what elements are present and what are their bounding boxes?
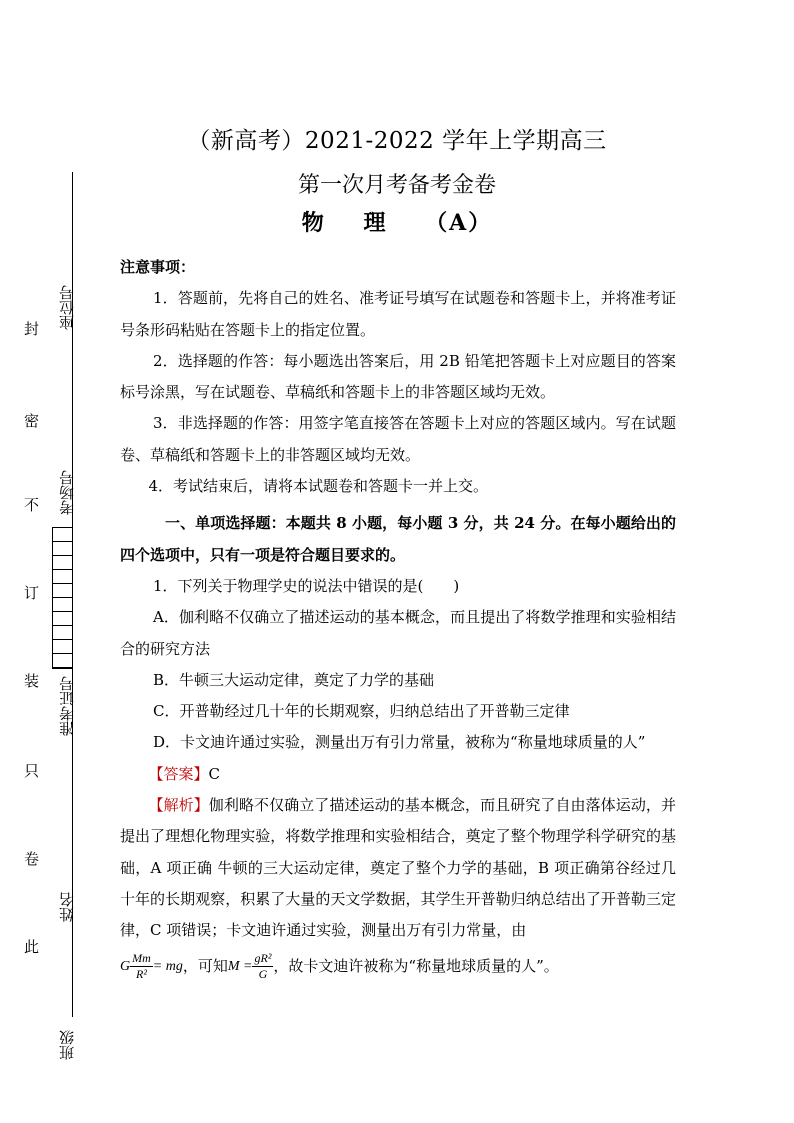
exam-title: （新高考）2021-2022 学年上学期高三 [187,128,607,154]
formula-tail: ，故卡文迪许被称为“称量地球质量的人”。 [273,956,559,975]
option-d: D．卡文迪许通过实验，测量出万有引力常量，被称为“称量地球质量的人” [153,733,646,752]
seal-char: 密 [24,412,40,430]
field-name: 姓名 [58,892,76,922]
notice-item: 3．非选择题的作答：用签字笔直接答在答题卡上对应的答题区域内。写在试题卷、草稿纸和答题卡上的非答题区域均无效。 [120,414,676,464]
fraction-denominator: G [258,967,268,982]
seal-char: 此 [24,938,40,956]
subject-char: 物 [301,210,326,236]
seal-char: 订 [24,584,40,602]
formula-symbol: G [120,958,131,974]
fraction [252,951,273,982]
field-exam-id: 准考证号 [58,676,76,736]
notice-item: 4．考试结束后，请将本试题卷和答题卡一并上交。 [148,477,489,496]
exam-subtitle: 第一次月考备考金卷 [297,173,496,198]
fraction [130,951,153,982]
option-b: B．牛顿三大运动定律，奠定了力学的基础 [153,670,435,689]
field-seat-number: 座位号 [58,285,76,330]
notice-item: 1．答题前，先将自己的姓名、准考证号填写在试题卷和答题卡上，并将准考证号条形码粘贴在答题卡上的指定位置。 [120,289,676,339]
option-a: A．伽利略不仅确立了描述运动的基本概念，而且提出了将数学推理和实验相结合的研究方法 [120,608,676,658]
seal-char: 不 [24,496,40,514]
notice-item: 2．选择题的作答：每小题选出答案后，用 2B 铅笔把答题卡上对应题目的答案标号涂黑，写在试题卷、草稿纸和答题卡上的非答题区域均无效。 [120,351,676,402]
formula-connector: ，可知 [182,956,228,975]
answer-value: C [208,764,220,783]
notice-heading: 注意事项： [120,258,196,276]
formula-lhs: M = [227,958,253,974]
seal-char: 封 [24,320,40,338]
exam-content [120,252,676,982]
subject-version: （A） [425,210,493,236]
fraction-numerator: Mm [132,951,151,966]
formula-rhs: = mg [152,958,183,974]
exam-id-grid [52,527,73,669]
question-stem: 1．下列关于物理学史的说法中错误的是( ) [153,576,460,595]
section-heading: 一、单项选择题：本题共 8 小题，每小题 3 分，共 24 分。在每小题给出的四个选项中，只有一项是符合题目要求的。 [120,514,676,564]
option-c: C．开普勒经过几十年的长期观察，归纳总结出了开普勒三定律 [153,702,570,721]
field-class: 班级 [58,1030,76,1060]
field-exam-room: 考场号 [58,470,76,515]
analysis-paragraph [120,790,676,946]
subject-char: 理 [363,210,388,236]
seal-char: 卷 [24,850,40,868]
answer-tag: 【答案】 [148,764,209,783]
fraction-denominator: R² [135,967,147,982]
fraction-numerator: gR² [254,951,272,966]
formula-line [120,951,676,983]
seal-char: 只 [24,762,40,780]
subject-title [0,206,794,237]
answer-line [120,759,676,790]
analysis-tag: 【解析】 [148,796,209,815]
formula-gravity [120,951,183,982]
seal-char: 装 [24,672,40,690]
formula-mass [228,951,274,982]
analysis-text: 伽利略不仅确立了描述运动的基本概念，而且研究了自由落体运动，并提出了理想化物理实验，将数学推理和实验相结合，奠定了整个物理学科学研究的基础，A 项正确 牛顿的三大运动定律，奠定了整个力学的基础，B 项正确第谷经过几十年的长期观察，积累了大量的天文学数据，其学生开普勒归纳总结出了开普勒三定律，C 项错误；卡文迪许通过实验，测量出万有引力常量，由 [120,796,676,940]
